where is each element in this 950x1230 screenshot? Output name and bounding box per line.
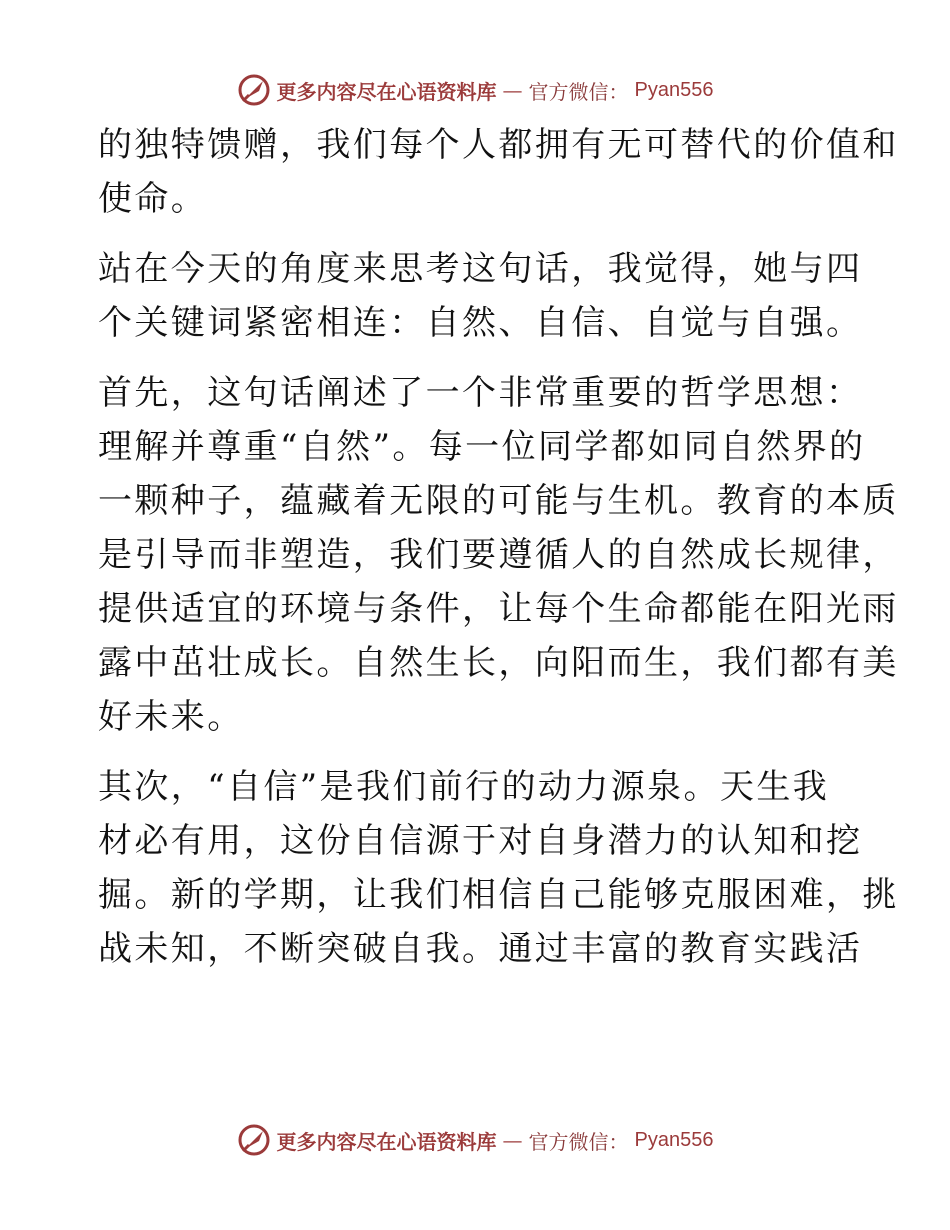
header-wechat-id: Pyan556 xyxy=(634,78,714,101)
header-watermark xyxy=(0,70,950,110)
paragraph-line: 个关键词紧密相连：自然、自信、自觉与自强。 xyxy=(98,303,863,343)
footer-watermark xyxy=(0,1120,950,1160)
paragraph-line: 的独特馈赠，我们每个人都拥有无可替代的价值和 xyxy=(98,125,899,165)
paragraph-line: 首先，这句话阐述了一个非常重要的哲学思想： xyxy=(98,373,863,413)
footer-wechat-label: 官方微信： xyxy=(528,1129,629,1154)
paragraph-line: 一颗种子，蕴藏着无限的可能与生机。教育的本质 xyxy=(98,481,899,521)
paragraph-4 xyxy=(98,760,899,976)
paragraph-line: 站在今天的角度来思考这句话，我觉得，她与四 xyxy=(98,249,863,289)
paragraph-line: 提供适宜的环境与条件，让每个生命都能在阳光雨 xyxy=(98,589,899,629)
document-body xyxy=(98,118,899,992)
paragraph-line: 理解并尊重“自然”。每一位同学都如同自然界的 xyxy=(98,427,866,467)
paragraph-line: 好未来。 xyxy=(98,697,244,737)
paragraph-line: 战未知，不断突破自我。通过丰富的教育实践活 xyxy=(98,929,863,969)
paragraph-line: 材必有用，这份自信源于对自身潜力的认知和挖 xyxy=(98,821,863,861)
header-brand-text: 更多内容尽在心语资料库 xyxy=(276,79,497,104)
footer-brand-text: 更多内容尽在心语资料库 xyxy=(276,1129,497,1154)
header-dash: — xyxy=(502,78,523,102)
paragraph-line: 是引导而非塑造，我们要遵循人的自然成长规律， xyxy=(98,535,899,575)
footer-wechat-id: Pyan556 xyxy=(634,1128,714,1151)
paragraph-3 xyxy=(98,366,899,744)
paragraph-line: 露中茁壮成长。自然生长，向阳而生，我们都有美 xyxy=(98,643,899,683)
paragraph-2 xyxy=(98,242,863,350)
paragraph-line: 其次，“自信”是我们前行的动力源泉。天生我 xyxy=(98,767,830,807)
quill-logo-icon xyxy=(237,73,271,107)
paragraph-line: 掘。新的学期，让我们相信自己能够克服困难，挑 xyxy=(98,875,899,915)
footer-dash: — xyxy=(502,1128,523,1152)
quill-logo-icon xyxy=(237,1123,271,1157)
header-wechat-label: 官方微信： xyxy=(528,79,629,104)
paragraph-1 xyxy=(98,118,899,226)
paragraph-line: 使命。 xyxy=(98,179,208,219)
